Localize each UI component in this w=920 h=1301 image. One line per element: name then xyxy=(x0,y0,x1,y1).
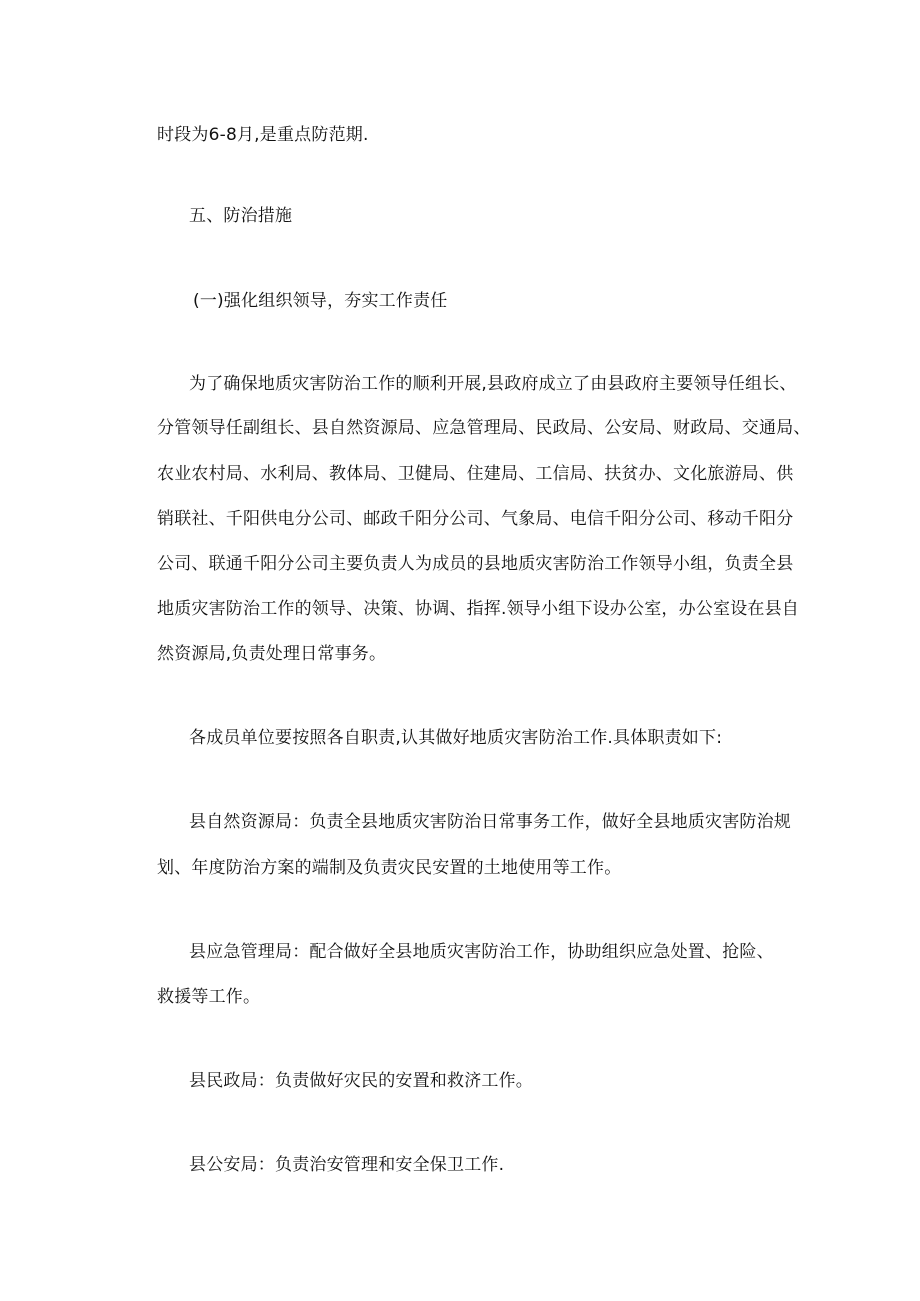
subsection-heading: (一)强化组织领导，夯实工作责任 xyxy=(193,291,448,311)
continuation-text: 时段为6-8月,是重点防范期. xyxy=(157,125,369,145)
duty-line: 划、年度防治方案的端制及负责灾民安置的土地使用等工作。 xyxy=(157,858,622,878)
paragraph-line: 农业农村局、水利局、教体局、卫健局、住建局、工信局、扶贫办、文化旅游局、供 xyxy=(157,464,794,484)
paragraph-line: 销联社、千阳供电分公司、邮政千阳分公司、气象局、电信千阳分公司、移动千阳分 xyxy=(157,509,794,529)
paragraph-line: 公司、联通千阳分公司主要负责人为成员的县地质灾害防治工作领导小组，负责全县 xyxy=(157,554,794,574)
paragraph-line: 然资源局,负责处理日常事务。 xyxy=(157,644,387,664)
paragraph-line: 分管领导任副组长、县自然资源局、应急管理局、民政局、公安局、财政局、交通局、 xyxy=(157,418,811,438)
duty-line: 县公安局：负责治安管理和安全保卫工作. xyxy=(189,1155,505,1175)
section-heading: 五、防治措施 xyxy=(189,206,293,226)
paragraph-line: 为了确保地质灾害防治工作的顺利开展,县政府成立了由县政府主要领导任组长、 xyxy=(189,374,797,394)
duty-line: 县民政局：负责做好灾民的安置和救济工作。 xyxy=(189,1071,533,1091)
duty-line: 县自然资源局：负责全县地质灾害防治日常事务工作，做好全县地质灾害防治规 xyxy=(189,812,791,832)
paragraph-line: 各成员单位要按照各自职责,认其做好地质灾害防治工作.具体职责如下: xyxy=(189,728,723,748)
duty-line: 救援等工作。 xyxy=(157,987,261,1007)
duty-line: 县应急管理局：配合做好全县地质灾害防治工作，协助组织应急处置、抢险、 xyxy=(189,942,774,962)
paragraph-line: 地质灾害防治工作的领导、决策、协调、指挥.领导小组下设办公室，办公室设在县自 xyxy=(157,599,800,619)
